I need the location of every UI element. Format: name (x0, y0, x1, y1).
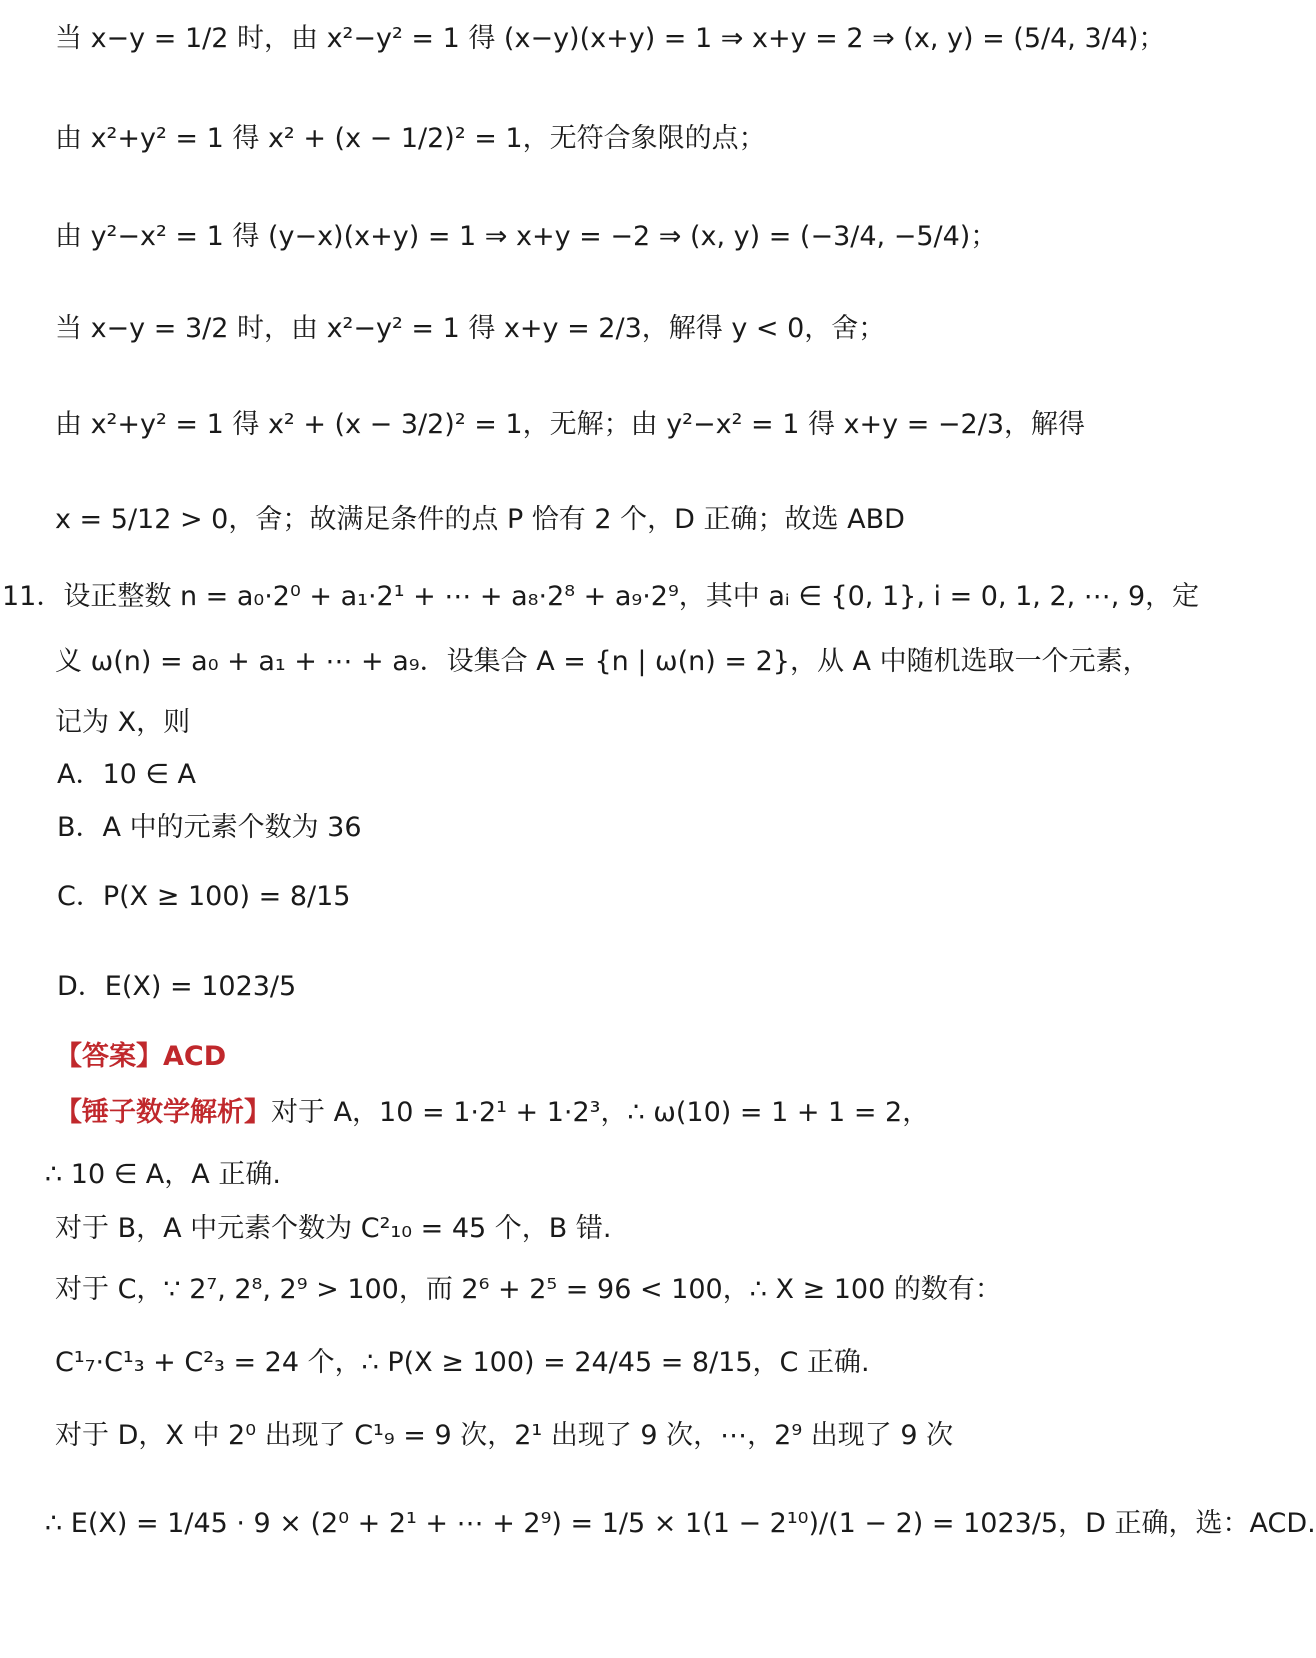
text-line (55, 408, 1085, 442)
text-line (55, 312, 1070, 346)
text-line (45, 1158, 1060, 1192)
option-b (57, 811, 1072, 845)
line-text: 对于 B，A 中元素个数为 C²₁₀ = 45 个，B 错. (55, 1213, 612, 1244)
option-d (57, 970, 1072, 1004)
analysis-tag: 【锤子数学解析】 (55, 1097, 271, 1128)
line-text: 义 ω(n) = a₀ + a₁ + ⋯ + a₉．设集合 A = {n | ω(n) = 2}，从 A 中随机选取一个元素， (55, 646, 1150, 677)
text-line (55, 645, 1150, 679)
option-letter: C． (57, 881, 103, 912)
option-letter: B． (57, 812, 103, 843)
line-text: ∴ E(X) = 1/45 · 9 × (2⁰ + 2¹ + ⋯ + 2⁹) = 1/5 × 1(1 − 2¹⁰)/(1 − 2) = 1023/5，D 正确，选：ACD. (45, 1508, 1316, 1539)
option-text: A 中的元素个数为 36 (102, 812, 362, 843)
answer-tag: 【答案】 (55, 1041, 163, 1072)
text-line (55, 503, 1070, 537)
line-text: 对于 C，∵ 2⁷, 2⁸, 2⁹ > 100，而 2⁶ + 2⁵ = 96 < 100，∴ X ≥ 100 的数有： (55, 1274, 1002, 1305)
text-line (45, 1507, 1316, 1541)
line-text: 由 y²−x² = 1 得 (y−x)(x+y) = 1 ⇒ x+y = −2 ⇒ (x, y) = (−3/4, −5/4)； (55, 221, 998, 252)
line-text: ∴ 10 ∈ A，A 正确. (45, 1159, 281, 1190)
line-text: 当 x−y = 3/2 时，由 x²−y² = 1 得 x+y = 2/3，解得 y < 0，舍； (55, 313, 886, 344)
text-line (55, 22, 1166, 56)
answer-line (55, 1040, 1070, 1074)
line-text: 当 x−y = 1/2 时，由 x²−y² = 1 得 (x−y)(x+y) = 1 ⇒ x+y = 2 ⇒ (x, y) = (5/4, 3/4)； (55, 23, 1166, 54)
option-letter: A． (57, 759, 103, 790)
option-text: E(X) = 1023/5 (104, 971, 297, 1002)
option-text: P(X ≥ 100) = 8/15 (102, 881, 351, 912)
analysis-line (55, 1096, 1070, 1130)
line-text: 对于 D，X 中 2⁰ 出现了 C¹₉ = 9 次，2¹ 出现了 9 次，⋯，2⁹ 出现了 9 次 (55, 1420, 954, 1451)
option-letter: D． (57, 971, 105, 1002)
text-line (55, 1212, 1070, 1246)
option-c (57, 880, 1072, 914)
text-line (55, 122, 1070, 156)
answer-value: ACD (163, 1041, 227, 1072)
line-text: 由 x²+y² = 1 得 x² + (x − 3/2)² = 1，无解；由 y²−x² = 1 得 x+y = −2/3，解得 (55, 409, 1085, 440)
line-text: x = 5/12 > 0，舍；故满足条件的点 P 恰有 2 个，D 正确；故选 ABD (55, 504, 905, 535)
text-line (55, 1346, 1070, 1380)
line-text: 记为 X，则 (55, 707, 191, 738)
line-text: C¹₇·C¹₃ + C²₃ = 24 个，∴ P(X ≥ 100) = 24/45 = 8/15，C 正确. (55, 1347, 870, 1378)
question-stem (2, 580, 1200, 614)
line-text: 由 x²+y² = 1 得 x² + (x − 1/2)² = 1，无符合象限的点； (55, 123, 766, 154)
text-line (55, 706, 1070, 740)
line-text: 对于 A，10 = 1·2¹ + 1·2³，∴ ω(10) = 1 + 1 = 2， (271, 1097, 930, 1128)
option-a (57, 758, 1072, 792)
text-line (55, 1419, 1070, 1453)
text-line (55, 1273, 1070, 1307)
line-text: 设正整数 n = a₀·2⁰ + a₁·2¹ + ⋯ + a₈·2⁸ + a₉·2⁹，其中 aᵢ ∈ {0, 1}, i = 0, 1, 2, ⋯, 9，定 (63, 581, 1200, 612)
text-line (55, 220, 1070, 254)
question-number: 11． (2, 581, 64, 612)
option-text: 10 ∈ A (102, 759, 196, 790)
